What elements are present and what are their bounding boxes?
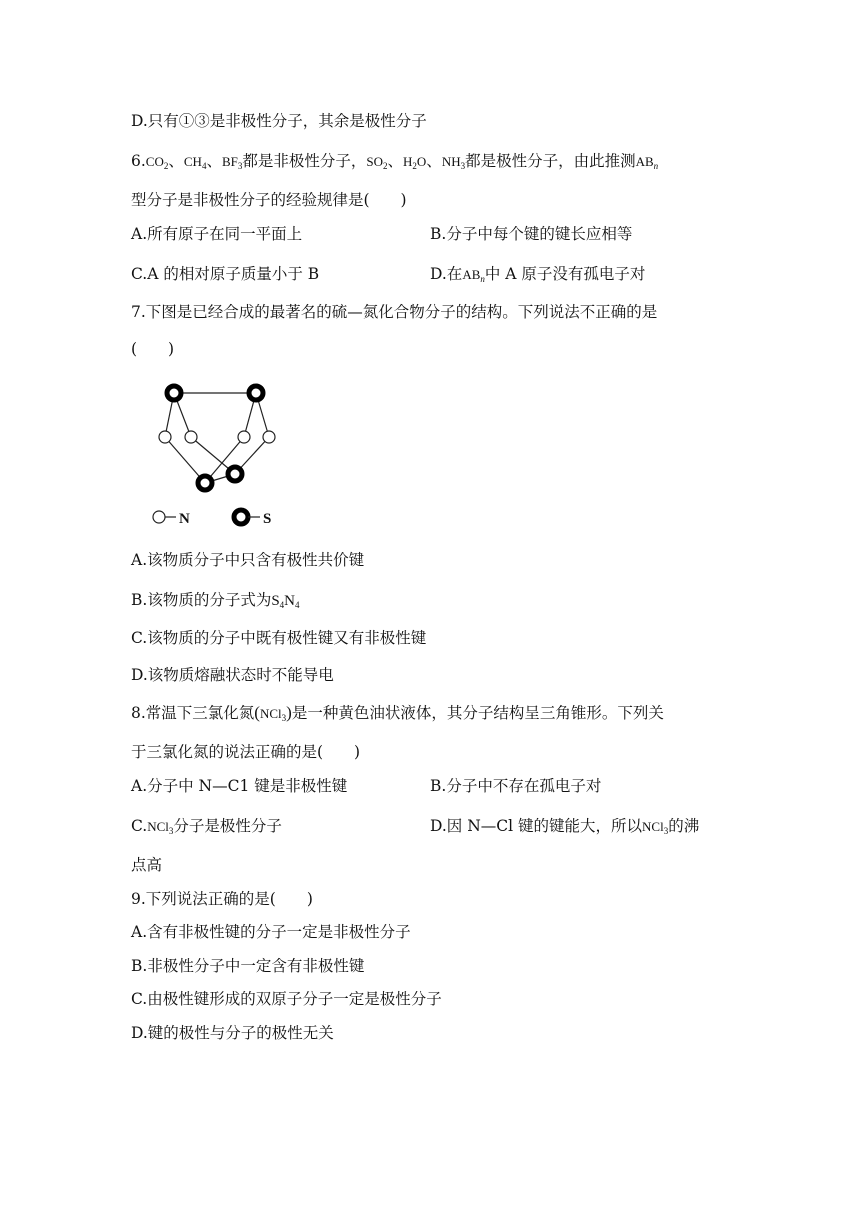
q9-option-d: D.键的极性与分子的极性无关 [131,1024,334,1042]
nitrogen-atoms [159,431,275,443]
q8-option-c: C.NCl$_3$分子是极性分子 [131,817,282,836]
formula-ncl3: NCl$_3$ [259,706,287,723]
legend-nitrogen-symbol [153,511,165,523]
formula-nh3: $NH_3$ [441,154,466,171]
legend-n-label: N [179,511,190,527]
formula-abn: $AB_n$ [462,267,485,284]
q6-stem-line2: 型分子是非极性分子的经验规律是( ) [131,191,407,209]
formula-s4n4: $S_4N_4$ [271,593,300,610]
q7-option-b: B.该物质的分子式为$S_4N_4$ [131,591,300,610]
q9-option-c: C.由极性键形成的双原子分子一定是极性分子 [131,990,442,1008]
q7-option-a: A.该物质分子中只含有极性共价键 [131,551,365,569]
q6-stem-line1: $6.CO_2$、$CH_4$、$BF_3$都是非极性分子，$SO_2$、$H_2O$、$NH_3$都是极性分子，由此推测$AB_n$ [131,152,659,171]
q8-option-b: B.分子中不存在孤电子对 [430,777,602,795]
q7-option-d: D.该物质熔融状态时不能导电 [131,666,334,684]
nitrogen-atom [263,431,275,443]
q7-stem-line2: ( ) [131,340,175,358]
sulfur-atom [167,386,181,400]
q8-stem-line1: 8.常温下三氯化氮(NCl$_3$)是一种黄色油状液体，其分子结构呈三角锥形。下列关 [131,703,664,723]
nitrogen-atom [185,431,197,443]
nitrogen-atom [159,431,171,443]
q9-stem: 9.下列说法正确的是( ) [131,890,313,908]
s4n4-structure-diagram [145,372,290,532]
formula-so2: $SO_2$ [366,154,388,171]
q6-option-d: D.在$AB_n$中 A 原子没有孤电子对 [430,265,646,284]
nitrogen-atom [238,431,250,443]
q8-stem-line2: 于三氯化氮的说法正确的是( ) [131,743,361,761]
q5-option-d: D.只有①③是非极性分子，其余是极性分子 [131,112,427,130]
formula-h2o: $H_2O$ [403,154,427,171]
formula-ch4: $CH_4$ [183,154,207,171]
q9-option-a: A.含有非极性键的分子一定是非极性分子 [131,923,411,941]
q6-number: 6. [131,152,146,170]
formula-abn: $AB_n$ [635,154,659,171]
bonds [165,393,269,483]
q8-option-d: D.因 N—Cl 键的键能大，所以NCl$_3$的沸 [430,817,700,836]
q6-option-a: A.所有原子在同一平面上 [131,225,303,243]
formula-co2: $CO_2$ [145,154,169,171]
legend-s-label: S [263,511,272,527]
sulfur-atom [249,386,263,400]
q6-option-c: C.A 的相对原子质量小于 B [131,265,320,283]
sulfur-atom [198,476,212,490]
formula-ncl3: NCl$_3$ [642,819,669,836]
legend [153,510,271,527]
q9-option-b: B.非极性分子中一定含有非极性键 [131,957,365,975]
q7-stem-line1: 7.下图是已经合成的最著名的硫—氮化合物分子的结构。下列说法不正确的是 [131,303,658,321]
sulfur-atom [228,467,242,481]
formula-ncl3: NCl$_3$ [147,819,174,836]
legend-sulfur-symbol [234,510,248,524]
q7-option-c: C.该物质的分子中既有极性键又有非极性键 [131,629,427,647]
formula-bf3: $BF_3$ [221,154,243,171]
q6-option-b: B.分子中每个键的键长应相等 [430,225,633,243]
q8-option-a: A.分子中 N—C1 键是非极性键 [131,777,348,795]
q8-option-d-line2: 点高 [131,856,163,874]
